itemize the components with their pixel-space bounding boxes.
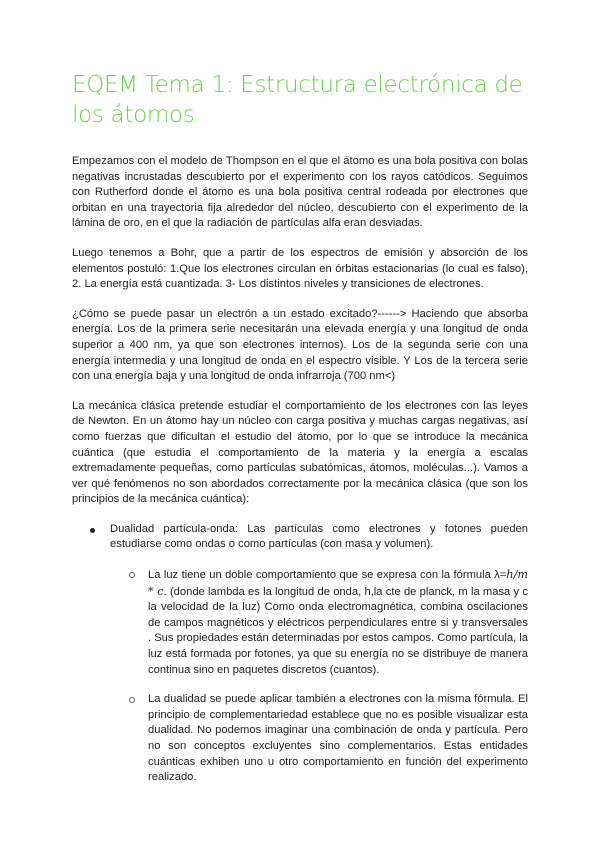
paragraph-excited-state: ¿Cómo se puede pasar un electrón a un estado excitado?------> Haciendo que absorba energía. Los de la primera serie necesitarán una elevada energía y una longitud de onda superior a 400 nm, ya que son electrones internos). Los de la segunda serie con una energía intermedia y una longitud de onda en el espectro visible. Y Los de la tercera serie con una energía baja y una longitud de onda infrarroja (700 nm<) (72, 307, 528, 383)
circle-bullet-icon (129, 572, 135, 578)
paragraph-thompson-rutherford: Empezamos con el modelo de Thompson en el que el átomo es una bola positiva con bolas negativas incrustadas descubierto por el experimento con los rayos catódicos. Seguimos con Rutherford donde el átomo es una bola positiva central rodeada por electrones que orbitan en una trayectoria fija alrededor del núcleo, descubierto con el experimento de la lámina de oro, en el que la radiación de partículas alfa eran desviadas. (72, 155, 528, 230)
sub-bullet-electrons-item (72, 692, 528, 786)
bullet-icon (90, 528, 95, 533)
sub-bullet-light-text: La luz tiene un doble comportamiento que se expresa con la fórmula λ= (148, 569, 507, 582)
bullet-item-duality (72, 522, 528, 553)
bullet-duality: Dualidad partícula-onda: Las partículas como electrones y fotones pueden estudiarse como ondas o como partículas (con masa y volumen). (110, 522, 528, 551)
sub-bullet-light-text-rest: . (donde lambda es la longitud de onda, h,la cte de planck, m la masa y c la velocidad de la luz) Como onda electromagnética, combina oscilaciones de campos magnéticos y eléctricos perpendiculares entre si y transversales . Sus propiedades están determinadas por estos campos. Como partícula, la luz está formada por fotones, ya que su energía no se distribuye de manera continua sino en paquetes discretos (cuantos). (148, 585, 528, 676)
paragraph-bohr: Luego tenemos a Bohr, que a partir de los espectros de emisión y absorción de los elementos postuló: 1.Que los electrones circulan en órbitas estacionarias (lo cual es falso), 2. La energía está cuantizada. 3- Los distintos niveles y transiciones de electrones. (72, 246, 528, 291)
sub-bullet-electrons: La dualidad se puede aplicar también a electrones con la misma fórmula. El principio de complementariedad establece que no es posible visualizar esta dualidad. No podemos imaginar una combinación de onda y partícula. Pero no son conceptos excluyentes sino complementarios. Estas entidades cuánticas exhiben uno u otro comportamiento en función del experimento realizado. (148, 693, 528, 784)
formula: h/m * c (148, 568, 528, 598)
paragraph-quantum-mechanics: La mecánica clásica pretende estudiar el comportamiento de los electrones con las leyes de Newton. En un átomo hay un núcleo con carga positiva y muchas cargas negativas, así como fuerzas que dificultan el estudio del átomo, por lo que se introduce la mecánica cuántica (que estudia el comportamiento de la materia y la energía a escalas extremadamente pequeñas, como partículas subatómicas, átomos, moléculas...). Vamos a ver qué fenómenos no son abordados correctamente por la mecánica clásica (que son los principios de la mecánica cuántica): (72, 399, 528, 506)
sub-bullet-light (72, 567, 528, 678)
document-title: EQEM Tema 1: Estructura electrónica de los átomos (72, 72, 523, 128)
circle-bullet-icon (129, 697, 135, 703)
